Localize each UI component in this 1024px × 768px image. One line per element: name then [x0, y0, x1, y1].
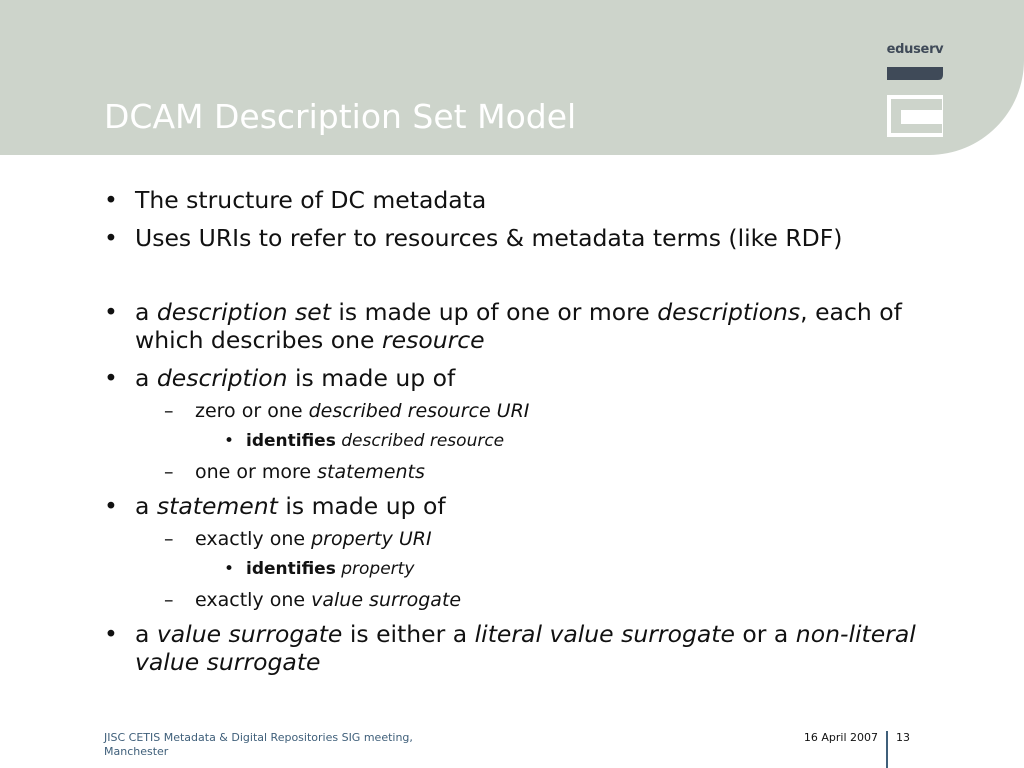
logo-mark-icon: [886, 42, 944, 140]
emphasized-term: statement: [156, 492, 278, 520]
emphasized-term: value surrogate: [156, 620, 343, 648]
bullet-text: is made up of: [277, 492, 446, 520]
bullet-text: a: [135, 364, 157, 392]
page-number: 13: [896, 731, 910, 744]
bullet-text: is made up of one or more: [330, 298, 658, 326]
emphasized-term: non-literal value surrogate: [135, 620, 916, 676]
bullet-level-3: [104, 558, 944, 580]
bullet-level-1: [104, 224, 944, 252]
bullet-level-1: [104, 620, 944, 676]
bullet-level-2: [104, 460, 944, 484]
footer-event: JISC CETIS Metadata & Digital Repositories SIG meeting, Manchester: [104, 731, 413, 758]
bullet-text: , each of which describes one: [135, 298, 902, 354]
bullet-text: a: [135, 298, 157, 326]
bullet-level-1: [104, 298, 944, 354]
emphasized-term: description set: [156, 298, 331, 326]
bold-term: identifies: [246, 431, 336, 451]
bullet-text: is made up of: [287, 364, 456, 392]
emphasized-term: statements: [317, 461, 425, 483]
emphasized-term: property: [341, 559, 415, 579]
bullet-level-3: [104, 430, 944, 452]
emphasized-term: description: [156, 364, 288, 392]
emphasized-term: literal value surrogate: [474, 620, 735, 648]
bullet-text: or a: [734, 620, 796, 648]
bold-term: identifies: [246, 559, 336, 579]
bullet-level-2: [104, 399, 944, 423]
bullet-text: Uses URIs to refer to resources & metadata terms (like RDF): [135, 224, 843, 252]
bullet-text: a: [135, 492, 157, 520]
bullet-text: a: [135, 620, 157, 648]
footer-divider: [886, 731, 888, 768]
bullet-level-1: [104, 364, 944, 392]
logo-wordmark: eduserv: [886, 42, 944, 57]
bullet-text: The structure of DC metadata: [135, 186, 487, 214]
bullet-level-1: [104, 186, 944, 214]
emphasized-term: value surrogate: [311, 589, 462, 611]
bullet-level-2: [104, 588, 944, 612]
bullet-text: exactly one: [195, 589, 312, 611]
emphasized-term: resource: [381, 326, 485, 354]
footer-date: 16 April 2007: [803, 731, 878, 744]
emphasized-term: described resource: [341, 431, 505, 451]
bullet-level-1: [104, 492, 944, 520]
bullet-text: zero or one: [195, 400, 309, 422]
emphasized-term: described resource URI: [308, 400, 530, 422]
bullet-text: is either a: [342, 620, 475, 648]
bullet-text: exactly one: [195, 528, 312, 550]
bullet-list: [104, 186, 944, 676]
bullet-text: one or more: [195, 461, 318, 483]
emphasized-term: descriptions: [657, 298, 801, 326]
slide-title: DCAM Description Set Model: [104, 97, 577, 136]
bullet-level-2: [104, 527, 944, 551]
emphasized-term: property URI: [311, 528, 432, 550]
eduserv-logo: [886, 42, 946, 140]
